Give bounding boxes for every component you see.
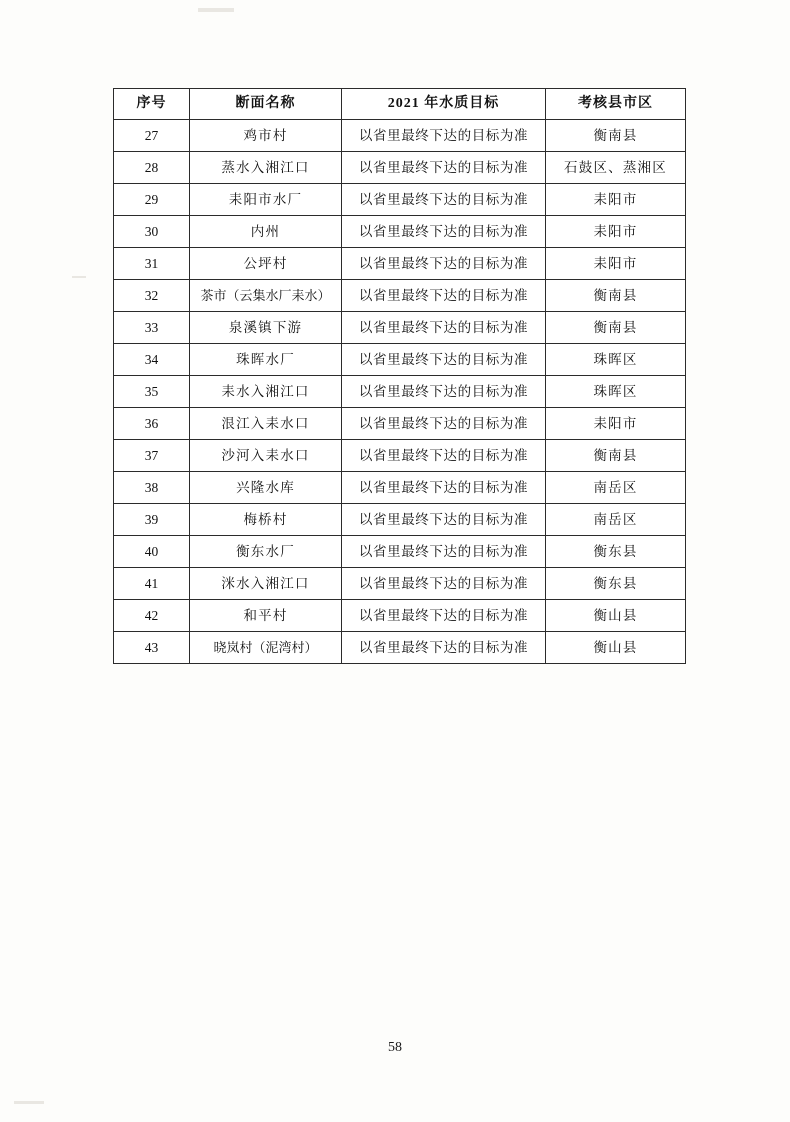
cell-water-quality-target: 以省里最终下达的目标为准 — [342, 472, 546, 504]
cell-water-quality-target: 以省里最终下达的目标为准 — [342, 344, 546, 376]
cell-no: 41 — [114, 568, 190, 600]
cell-assessment-area: 南岳区 — [546, 504, 686, 536]
cell-no: 36 — [114, 408, 190, 440]
cell-no: 28 — [114, 152, 190, 184]
table-row — [114, 152, 686, 184]
cell-assessment-area: 衡南县 — [546, 312, 686, 344]
table-row — [114, 344, 686, 376]
cell-section-name: 衡东水厂 — [190, 536, 342, 568]
cell-no: 39 — [114, 504, 190, 536]
cell-no: 42 — [114, 600, 190, 632]
table-row — [114, 504, 686, 536]
cell-water-quality-target: 以省里最终下达的目标为准 — [342, 568, 546, 600]
cell-water-quality-target: 以省里最终下达的目标为准 — [342, 120, 546, 152]
cell-assessment-area: 衡南县 — [546, 280, 686, 312]
table-row — [114, 312, 686, 344]
cell-section-name: 泿江入耒水口 — [190, 408, 342, 440]
cell-no: 32 — [114, 280, 190, 312]
cell-water-quality-target: 以省里最终下达的目标为准 — [342, 408, 546, 440]
cell-water-quality-target: 以省里最终下达的目标为准 — [342, 600, 546, 632]
cell-no: 34 — [114, 344, 190, 376]
water-quality-table — [113, 88, 686, 664]
cell-assessment-area: 衡山县 — [546, 600, 686, 632]
table-body — [114, 120, 686, 664]
table-row — [114, 472, 686, 504]
cell-no: 43 — [114, 632, 190, 664]
table-row — [114, 408, 686, 440]
cell-assessment-area: 南岳区 — [546, 472, 686, 504]
column-header-area: 考核县市区 — [546, 89, 686, 120]
cell-water-quality-target: 以省里最终下达的目标为准 — [342, 248, 546, 280]
cell-section-name: 茶市（云集水厂耒水） — [190, 280, 342, 312]
cell-water-quality-target: 以省里最终下达的目标为准 — [342, 184, 546, 216]
table-row — [114, 568, 686, 600]
cell-section-name: 泉溪镇下游 — [190, 312, 342, 344]
scan-artifact-mid — [72, 276, 86, 278]
cell-water-quality-target: 以省里最终下达的目标为准 — [342, 440, 546, 472]
cell-section-name: 珠晖水厂 — [190, 344, 342, 376]
cell-water-quality-target: 以省里最终下达的目标为准 — [342, 152, 546, 184]
cell-no: 40 — [114, 536, 190, 568]
cell-water-quality-target: 以省里最终下达的目标为准 — [342, 312, 546, 344]
cell-water-quality-target: 以省里最终下达的目标为准 — [342, 536, 546, 568]
cell-assessment-area: 石鼓区、蒸湘区 — [546, 152, 686, 184]
table-header-row — [114, 89, 686, 120]
cell-no: 29 — [114, 184, 190, 216]
table-row — [114, 440, 686, 472]
cell-assessment-area: 耒阳市 — [546, 184, 686, 216]
table-row — [114, 216, 686, 248]
table-row — [114, 600, 686, 632]
cell-assessment-area: 耒阳市 — [546, 216, 686, 248]
scan-artifact-bottom — [14, 1101, 44, 1104]
cell-no: 33 — [114, 312, 190, 344]
column-header-no: 序号 — [114, 89, 190, 120]
cell-water-quality-target: 以省里最终下达的目标为准 — [342, 376, 546, 408]
cell-section-name: 蒸水入湘江口 — [190, 152, 342, 184]
table-row — [114, 280, 686, 312]
cell-no: 27 — [114, 120, 190, 152]
cell-section-name: 内州 — [190, 216, 342, 248]
cell-section-name: 和平村 — [190, 600, 342, 632]
table-row — [114, 248, 686, 280]
cell-water-quality-target: 以省里最终下达的目标为准 — [342, 632, 546, 664]
cell-section-name: 耒阳市水厂 — [190, 184, 342, 216]
cell-no: 37 — [114, 440, 190, 472]
cell-assessment-area: 珠晖区 — [546, 344, 686, 376]
page-number: 58 — [388, 1040, 402, 1055]
cell-assessment-area: 耒阳市 — [546, 408, 686, 440]
cell-section-name: 梅桥村 — [190, 504, 342, 536]
scan-artifact-top — [198, 8, 234, 12]
water-quality-table-container — [113, 88, 685, 664]
table-row — [114, 120, 686, 152]
cell-assessment-area: 衡南县 — [546, 440, 686, 472]
cell-assessment-area: 耒阳市 — [546, 248, 686, 280]
cell-water-quality-target: 以省里最终下达的目标为准 — [342, 280, 546, 312]
cell-no: 31 — [114, 248, 190, 280]
column-header-name: 断面名称 — [190, 89, 342, 120]
cell-no: 30 — [114, 216, 190, 248]
cell-assessment-area: 珠晖区 — [546, 376, 686, 408]
cell-assessment-area: 衡山县 — [546, 632, 686, 664]
column-header-target: 2021 年水质目标 — [342, 89, 546, 120]
cell-water-quality-target: 以省里最终下达的目标为准 — [342, 504, 546, 536]
cell-assessment-area: 衡东县 — [546, 536, 686, 568]
cell-assessment-area: 衡南县 — [546, 120, 686, 152]
cell-section-name: 兴隆水库 — [190, 472, 342, 504]
cell-section-name: 沙河入耒水口 — [190, 440, 342, 472]
table-row — [114, 536, 686, 568]
cell-section-name: 鸡市村 — [190, 120, 342, 152]
cell-section-name: 耒水入湘江口 — [190, 376, 342, 408]
cell-section-name: 洣水入湘江口 — [190, 568, 342, 600]
cell-section-name: 晓岚村（泥湾村） — [190, 632, 342, 664]
cell-water-quality-target: 以省里最终下达的目标为准 — [342, 216, 546, 248]
table-row — [114, 376, 686, 408]
cell-no: 35 — [114, 376, 190, 408]
table-row — [114, 632, 686, 664]
cell-no: 38 — [114, 472, 190, 504]
table-row — [114, 184, 686, 216]
cell-assessment-area: 衡东县 — [546, 568, 686, 600]
cell-section-name: 公坪村 — [190, 248, 342, 280]
